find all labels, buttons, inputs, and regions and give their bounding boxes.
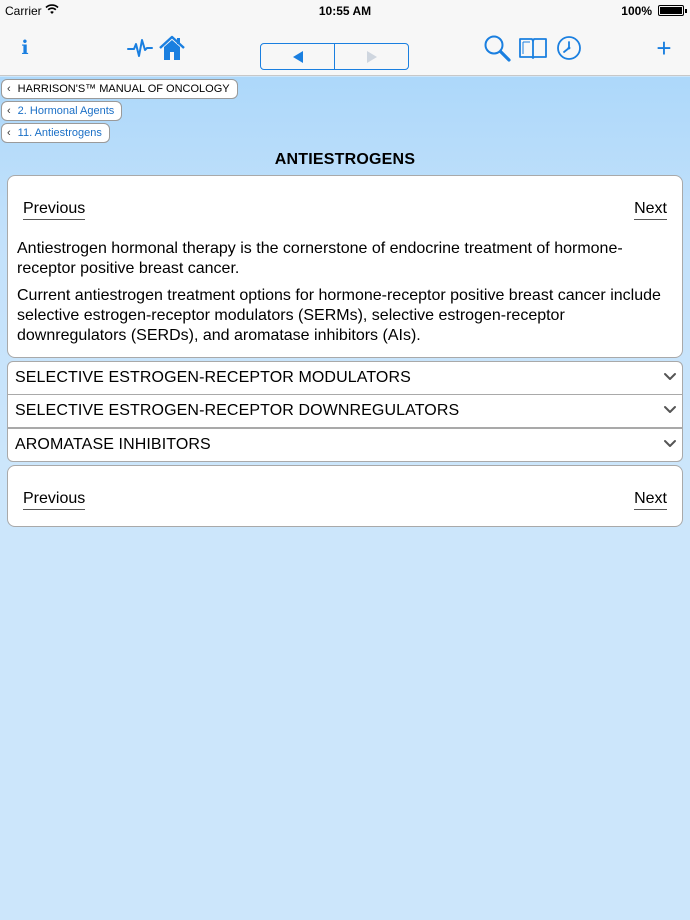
- section-label: AROMATASE INHIBITORS: [15, 436, 211, 453]
- chevron-down-icon: [663, 405, 677, 415]
- battery-percent: 100%: [621, 4, 652, 18]
- breadcrumb-label: HARRISON'S™ MANUAL OF ONCOLOGY: [17, 83, 230, 95]
- search-icon[interactable]: [482, 20, 512, 76]
- page-navigation-control: [260, 43, 409, 70]
- section-label: SELECTIVE ESTROGEN-RECEPTOR DOWNREGULATORS: [15, 402, 460, 419]
- pulse-icon[interactable]: [126, 20, 154, 76]
- next-link[interactable]: Next: [634, 200, 667, 220]
- forward-button[interactable]: [334, 44, 408, 69]
- section-label: SELECTIVE ESTROGEN-RECEPTOR MODULATORS: [15, 369, 411, 386]
- intro-card: [7, 175, 683, 358]
- book-icon[interactable]: [518, 20, 548, 76]
- chevron-left-icon: ‹: [7, 127, 11, 139]
- page-title: ANTIESTROGENS: [274, 151, 416, 168]
- clock: 10:55 AM: [318, 4, 372, 18]
- back-button[interactable]: [261, 44, 334, 69]
- home-icon[interactable]: [157, 20, 187, 76]
- chevron-left-icon: ‹: [7, 105, 11, 117]
- chevron-down-icon: [663, 372, 677, 382]
- breadcrumb-chapter[interactable]: [1, 101, 122, 121]
- section-aromatase-inhibitors[interactable]: [7, 428, 683, 462]
- status-bar: [0, 0, 690, 20]
- next-link[interactable]: Next: [634, 490, 667, 510]
- carrier-label: Carrier: [5, 4, 42, 18]
- intro-paragraph: Antiestrogen hormonal therapy is the cornerstone of endocrine treatment of hormone-receptor positive breast cancer.: [17, 240, 623, 277]
- bottom-nav-card: [7, 465, 683, 527]
- breadcrumb-section[interactable]: [1, 123, 110, 143]
- back-arrow-icon: [291, 50, 305, 64]
- breadcrumb-label: 2. Hormonal Agents: [17, 105, 115, 117]
- chevron-left-icon: ‹: [7, 83, 11, 95]
- content-area: [0, 77, 690, 920]
- breadcrumb-book[interactable]: [1, 79, 238, 99]
- treatment-options-paragraph: Current antiestrogen treatment options for hormone-receptor positive breast cancer include selective estrogen-receptor modulators (SERMs), selective estrogen-receptor downregulators (SERDs), and aromatase inhibitors (AIs).: [17, 287, 661, 344]
- forward-arrow-icon: [365, 50, 379, 64]
- section-serms[interactable]: [7, 361, 683, 395]
- previous-link[interactable]: Previous: [23, 200, 85, 220]
- battery-icon: [658, 5, 684, 16]
- chevron-down-icon: [663, 439, 677, 449]
- add-icon[interactable]: [650, 20, 678, 76]
- history-icon[interactable]: [555, 20, 583, 76]
- previous-link[interactable]: Previous: [23, 490, 85, 510]
- info-label: i: [21, 37, 29, 59]
- toolbar: [0, 20, 690, 76]
- info-icon[interactable]: [12, 20, 38, 76]
- add-label: +: [656, 32, 672, 63]
- section-serds[interactable]: [7, 394, 683, 428]
- breadcrumb-label: 11. Antiestrogens: [17, 127, 102, 139]
